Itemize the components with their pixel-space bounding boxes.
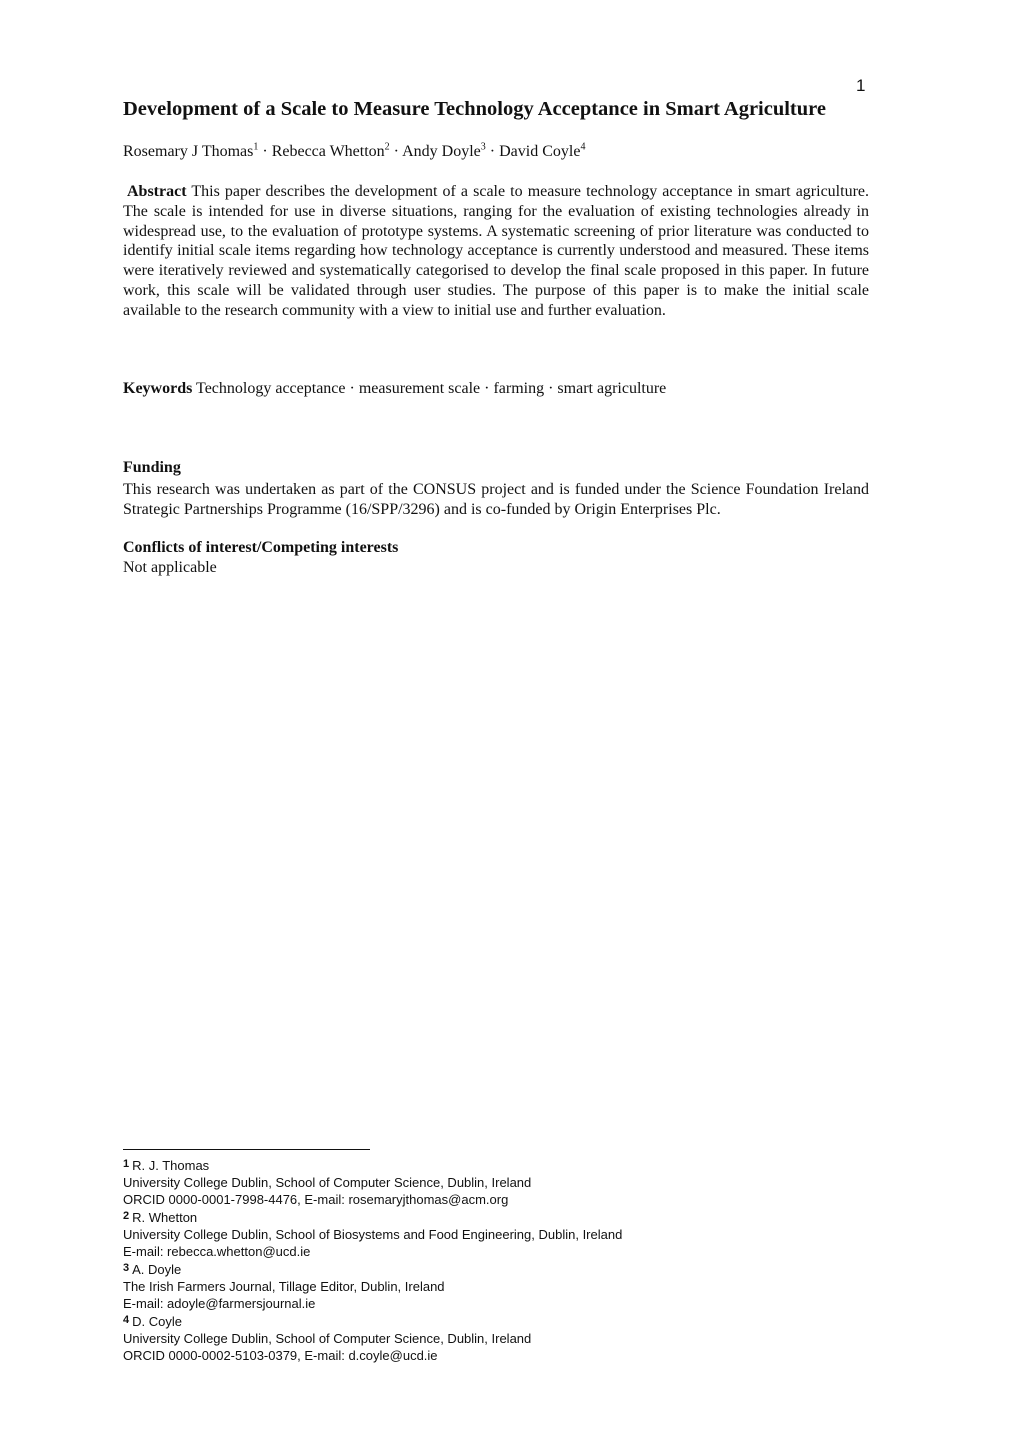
author-affiliation-mark: 1 bbox=[253, 141, 259, 153]
footnote-number: 1 bbox=[123, 1158, 130, 1170]
abstract-label: Abstract bbox=[127, 183, 187, 200]
footnote-detail-line: ORCID 0000-0002-5103-0379, E-mail: d.coyle@ucd.ie bbox=[123, 1348, 438, 1363]
footnote-detail-line: University College Dublin, School of Computer Science, Dublin, Ireland bbox=[123, 1175, 532, 1190]
author-separator: · bbox=[485, 143, 500, 160]
conflicts-text: Not applicable bbox=[123, 559, 217, 576]
abstract bbox=[123, 182, 869, 321]
footnote-number: 3 bbox=[123, 1262, 130, 1274]
paper-title: Development of a Scale to Measure Technology Acceptance in Smart Agriculture bbox=[123, 98, 826, 120]
footnote-author-line bbox=[123, 1156, 723, 1174]
footnote-detail-line: E-mail: adoyle@farmersjournal.ie bbox=[123, 1296, 316, 1311]
author-affiliation-mark: 2 bbox=[384, 141, 390, 153]
author-name: Rosemary J Thomas bbox=[123, 143, 254, 160]
footnote bbox=[123, 1208, 723, 1260]
footnote-number: 2 bbox=[123, 1210, 130, 1222]
footnote bbox=[123, 1260, 723, 1312]
footnote-detail-line: E-mail: rebecca.whetton@ucd.ie bbox=[123, 1244, 311, 1259]
footnote-author-name: D. Coyle bbox=[132, 1314, 182, 1329]
footnote-author-name: R. Whetton bbox=[132, 1210, 198, 1225]
footnote-detail-line: ORCID 0000-0001-7998-4476, E-mail: rosemaryjthomas@acm.org bbox=[123, 1192, 509, 1207]
author-separator: · bbox=[389, 143, 403, 160]
footnote-detail-line: University College Dublin, School of Biosystems and Food Engineering, Dublin, Ireland bbox=[123, 1227, 623, 1242]
keywords bbox=[123, 380, 666, 398]
funding-text: This research was undertaken as part of the CONSUS project and is funded under the Science Foundation Ireland Strategic Partnerships Programme (16/SPP/3296) and is co-funded by Origin Enterprises Plc. bbox=[123, 481, 869, 518]
footnote-divider bbox=[123, 1149, 370, 1150]
footnote bbox=[123, 1156, 723, 1208]
footnote-author-line bbox=[123, 1260, 723, 1278]
footnote bbox=[123, 1312, 723, 1364]
footnote-author-name: R. J. Thomas bbox=[132, 1158, 210, 1173]
footnote-detail-line: University College Dublin, School of Computer Science, Dublin, Ireland bbox=[123, 1331, 532, 1346]
author-list bbox=[123, 143, 585, 161]
footnote-number: 4 bbox=[123, 1314, 130, 1326]
keywords-text: Technology acceptance · measurement scale · farming · smart agriculture bbox=[196, 380, 667, 397]
funding-heading: Funding bbox=[123, 459, 181, 476]
conflicts-heading: Conflicts of interest/Competing interests bbox=[123, 539, 399, 556]
author-affiliation-mark: 3 bbox=[480, 141, 486, 153]
author-name: Andy Doyle bbox=[402, 143, 481, 160]
author-name: Rebecca Whetton bbox=[271, 143, 385, 160]
footnote-author-line bbox=[123, 1312, 723, 1330]
page-number: 1 bbox=[856, 76, 866, 95]
footnotes bbox=[123, 1156, 723, 1364]
author-name: David Coyle bbox=[499, 143, 581, 160]
keywords-label: Keywords bbox=[123, 380, 193, 397]
footnote-author-name: A. Doyle bbox=[132, 1262, 182, 1277]
author-separator: · bbox=[258, 143, 272, 160]
footnote-author-line bbox=[123, 1208, 723, 1226]
author-affiliation-mark: 4 bbox=[580, 141, 586, 153]
footnote-detail-line: The Irish Farmers Journal, Tillage Editor, Dublin, Ireland bbox=[123, 1279, 445, 1294]
abstract-text: This paper describes the development of a scale to measure technology acceptance in smart agriculture. The scale is intended for use in diverse situations, ranging for the evaluation of existing technologies already in widespread use, to the evaluation of prototype systems. A systematic screening of prior literature was conducted to identify initial scale items regarding how technology acceptance is currently understood and measured. These items were iteratively reviewed and systematically categorised to develop the final scale proposed in this paper. In future work, this scale will be validated through user studies. The purpose of this paper is to make the initial scale available to the research community with a view to initial use and further evaluation. bbox=[123, 183, 870, 319]
